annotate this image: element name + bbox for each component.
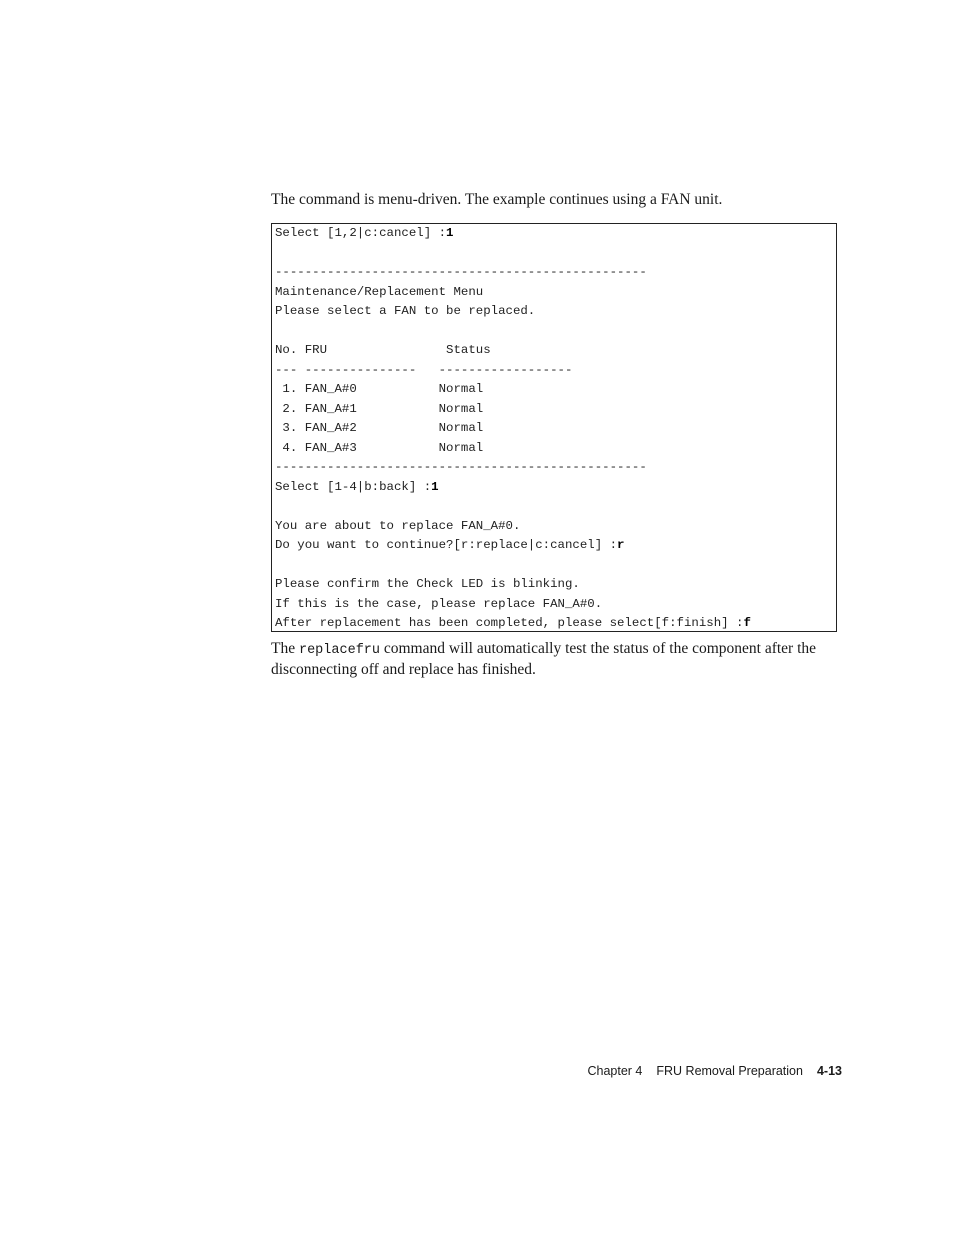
code-line-text: 1. FAN_A#0 Normal xyxy=(275,382,484,396)
command-name: replacefru xyxy=(298,643,380,658)
code-line xyxy=(275,439,483,458)
code-line-text: Please select a FAN to be replaced. xyxy=(275,304,536,318)
code-line xyxy=(275,263,647,282)
code-line-text: 4. FAN_A#3 Normal xyxy=(275,440,484,455)
code-line-text: -------------------------------------------------- xyxy=(275,460,647,474)
code-line xyxy=(275,302,535,321)
code-line xyxy=(275,283,483,302)
footer-page-number: 4-13 xyxy=(816,1064,842,1078)
code-line xyxy=(275,575,580,594)
code-line-text: Please confirm the Check LED is blinking. xyxy=(275,577,580,591)
code-line-text: No. FRU Status xyxy=(275,343,491,357)
code-line xyxy=(275,400,483,419)
code-line xyxy=(275,536,624,555)
description-paragraph xyxy=(271,640,843,679)
code-line-text: Do you want to continue?[r:replace|c:cancel] : xyxy=(275,538,618,552)
code-line-text: If this is the case, please replace FAN_A#0. xyxy=(275,596,603,611)
code-line xyxy=(275,614,751,632)
code-example-box xyxy=(271,223,837,632)
code-line-text: --- --------------- ------------------ xyxy=(275,362,573,377)
code-line xyxy=(275,341,491,360)
code-line xyxy=(275,380,483,399)
code-line-text: Select [1,2|c:cancel] : xyxy=(275,226,447,240)
code-line xyxy=(275,361,572,380)
intro-paragraph: The command is menu-driven. The example continues using a FAN unit. xyxy=(271,191,723,208)
code-line xyxy=(275,224,453,243)
code-line xyxy=(275,419,483,438)
code-line xyxy=(275,517,520,536)
code-user-input: r xyxy=(617,538,625,552)
code-line xyxy=(275,458,647,477)
page-footer xyxy=(540,1063,842,1079)
code-line xyxy=(275,595,602,614)
code-line-text: Maintenance/Replacement Menu xyxy=(275,284,484,299)
code-line-text: 2. FAN_A#1 Normal xyxy=(275,401,484,416)
code-line-text: -------------------------------------------------- xyxy=(275,265,647,279)
code-user-input: 1 xyxy=(446,226,454,240)
footer-title: FRU Removal Preparation xyxy=(656,1064,803,1078)
description-prefix: The xyxy=(271,640,299,657)
footer-chapter: Chapter 4 xyxy=(587,1064,643,1078)
code-line-text: After replacement has been completed, please select[f:finish] : xyxy=(275,616,744,630)
code-user-input: f xyxy=(743,616,751,630)
code-line xyxy=(275,478,439,497)
code-line-text: You are about to replace FAN_A#0. xyxy=(275,518,521,533)
code-line-text: Select [1-4|b:back] : xyxy=(275,479,432,494)
code-line-text: 3. FAN_A#2 Normal xyxy=(275,421,484,435)
code-user-input: 1 xyxy=(431,479,439,494)
description-suffix: command will automatically test the status of the component after the disconnecting off and replace has finished. xyxy=(271,640,817,678)
